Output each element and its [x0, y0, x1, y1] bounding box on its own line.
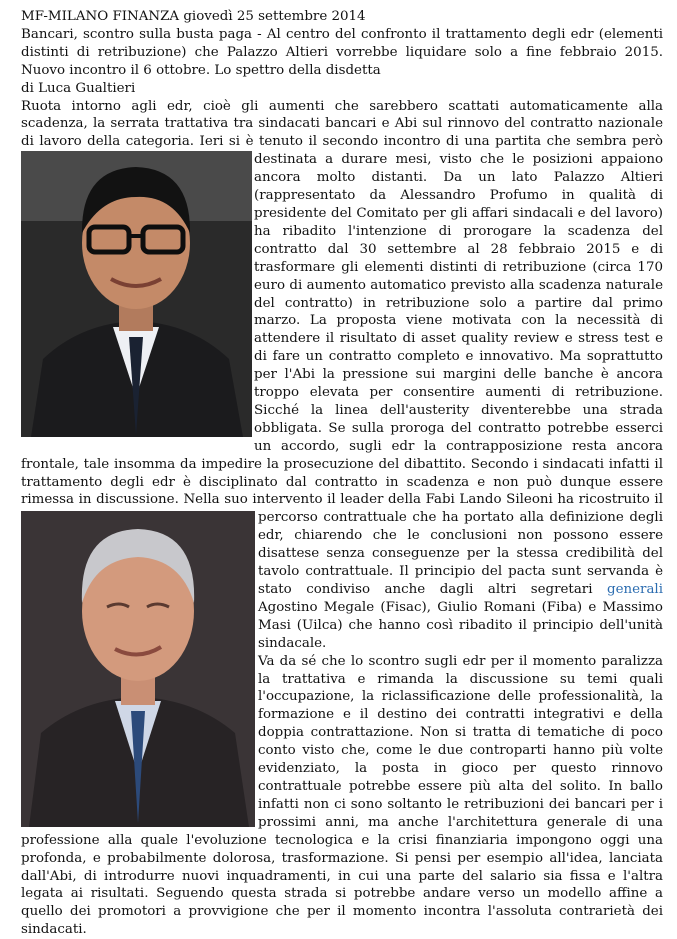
article-text-segment: contrattuale che ha portato alla definizione degli edr, chiarendo che le conclusioni non possono essere disattese senza conseguenze per la stessa credibilità del tavolo contrattuale. Il principio del pacta sunt servanda è stato condiviso anche dagli altri segretari	[258, 510, 663, 597]
photo-profumo-portrait	[21, 511, 255, 827]
generali-link[interactable]: generali	[607, 582, 663, 597]
source-line: MF-MILANO FINANZA giovedì 25 settembre 2014	[21, 9, 366, 24]
article-text-segment: Agostino Megale (Fisac), Giulio Romani (Fiba) e Massimo Masi (Uilca) che hanno così ribadito il principio dell'unità sindacale.	[258, 599, 663, 651]
article-text-segment: mesi, visto che le posizioni appaiono ancora molto distanti. Da un lato Palazzo Altieri (rappresentato da Alessandro Profumo in qualità di presidente del Comitato per gli affari sindacali e del lavoro) ha ribadito l'intenzione di prorogare la scadenza del contratto dal 30 settembre al 28 febbraio 2015 e di trasformare gli elementi distinti di retribuzione (circa 170 euro di aumento automatico previsto alla scadenza naturale del contratto) in retribuzione solo a partire dal primo marzo. La proposta viene motivata con la necessità di attendere il risultato di asset quality review e stress test e di fare un contratto completo e innovativo. Ma soprattutto per l'Abi la pressione sui margini delle banche è ancora troppo elevata per consentire aumenti di retribuzione. Sicché la linea dell'austerity diventerebbe una strada obbligata. Se sulla proroga del contratto potrebbe esserci un accordo, sugli edr la contrapposizione resta ancora frontale, tale insomma da impedire la prosecuzione del dibattito. Secondo i sindacati infatti il trattamento degli edr è disciplinato dal contratto in scadenza e non può dunque essere rimessa in discussione. Nella suo intervento il leader della Fabi Lando Sileoni ha ricostruito il percorso	[21, 152, 664, 526]
byline: di Luca Gualtieri	[21, 80, 136, 96]
article-paragraph-2: Va da sé che lo scontro sugli edr per il momento paralizza la trattativa e rimanda la discussione su temi quali l'occupazione, la riclassificazione delle professionalità, la formazione e il destino dei contratti integrativi e della doppia contrattazione. Non si tratta di tematiche di poco conto visto che, come le due controparti hanno più volte evidenziato, la posta in gioco per questo rinnovo contrattuale potrebbe essere più alta del solito. In ballo infatti non ci sono soltanto le retribuzioni dei bancari per i prossimi anni, ma anche l'architettura generale di una professione alla quale l'evoluzione tecnologica e la crisi finanziaria impongono oggi una profonda, e probabilmente dolorosa, trasformazione. Si pensi per esempio all'idea, lanciata dall'Abi, di introdurre nuovi inquadramenti, in cui una parte del salario sia fissa e l'altra legata ai risultati. Seguendo questa strada si potrebbe andare verso un modello affine a quello dei promotori a provvigione che per il momento incontra l'assoluta contrarietà dei sindacati.	[21, 653, 663, 938]
photo-profumo	[21, 151, 252, 437]
headline: Bancari, scontro sulla busta paga - Al centro del confronto il trattamento degli edr (elementi distinti di retribuzione) che Palazzo Altieri vorrebbe liquidare solo a fine febbraio 2015. Nuovo incontro il 6 ottobre. Lo spettro della disdetta	[21, 26, 663, 78]
article-body	[21, 98, 663, 653]
article-text-segment: Ruota intorno agli edr, cioè gli aumenti che sarebbero scattati automaticamente alla scadenza, la serrata trattativa tra sindacati bancari e Abi sul rinnovo del contratto nazionale di lavoro della categoria. Ieri si è tenuto il secondo incontro di una partita che sembra però destinata a durare	[21, 98, 663, 168]
